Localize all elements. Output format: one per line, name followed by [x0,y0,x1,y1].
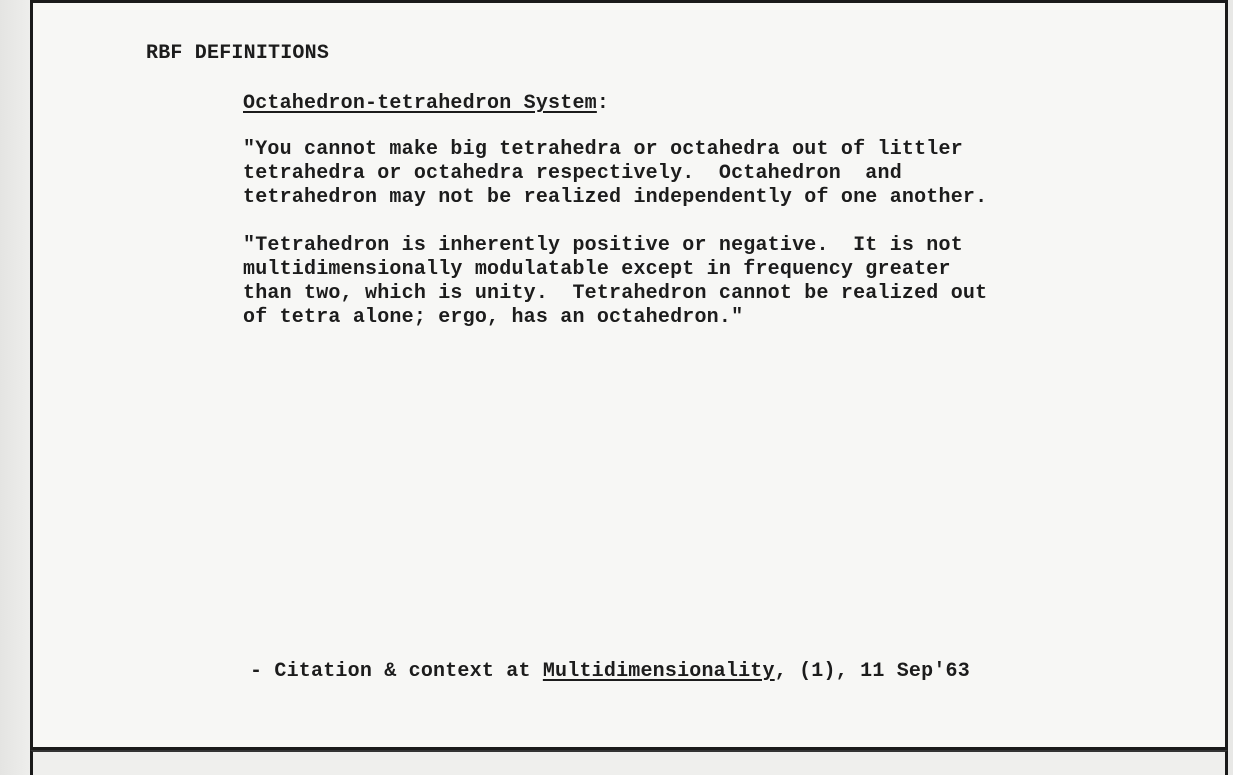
subheading-title: Octahedron-tetrahedron System [243,92,597,115]
citation-line [250,660,970,683]
citation-link[interactable]: Multidimensionality [542,660,775,683]
subheading-colon: : [596,92,610,115]
definition-subheading [243,92,609,115]
definition-paragraph-1: "You cannot make big tetrahedra or octahedra out of littler tetrahedra or octahedra respectively. Octahedron and tetrahedron may not be realized independently of one another. [243,138,988,209]
definition-paragraph-2: "Tetrahedron is inherently positive or negative. It is not multidimensionally modulatable except in frequency greater than two, which is unity. Tetrahedron cannot be realized out of tetra alone; ergo, has an octahedron." [243,234,988,329]
card-header: RBF DEFINITIONS [146,42,330,65]
citation-prefix: - Citation & context at [250,660,543,683]
citation-suffix: , (1), 11 Sep'63 [774,660,970,683]
scan-edge-left [0,0,30,775]
definition-card [30,0,1228,750]
next-card-edge [30,750,1228,775]
